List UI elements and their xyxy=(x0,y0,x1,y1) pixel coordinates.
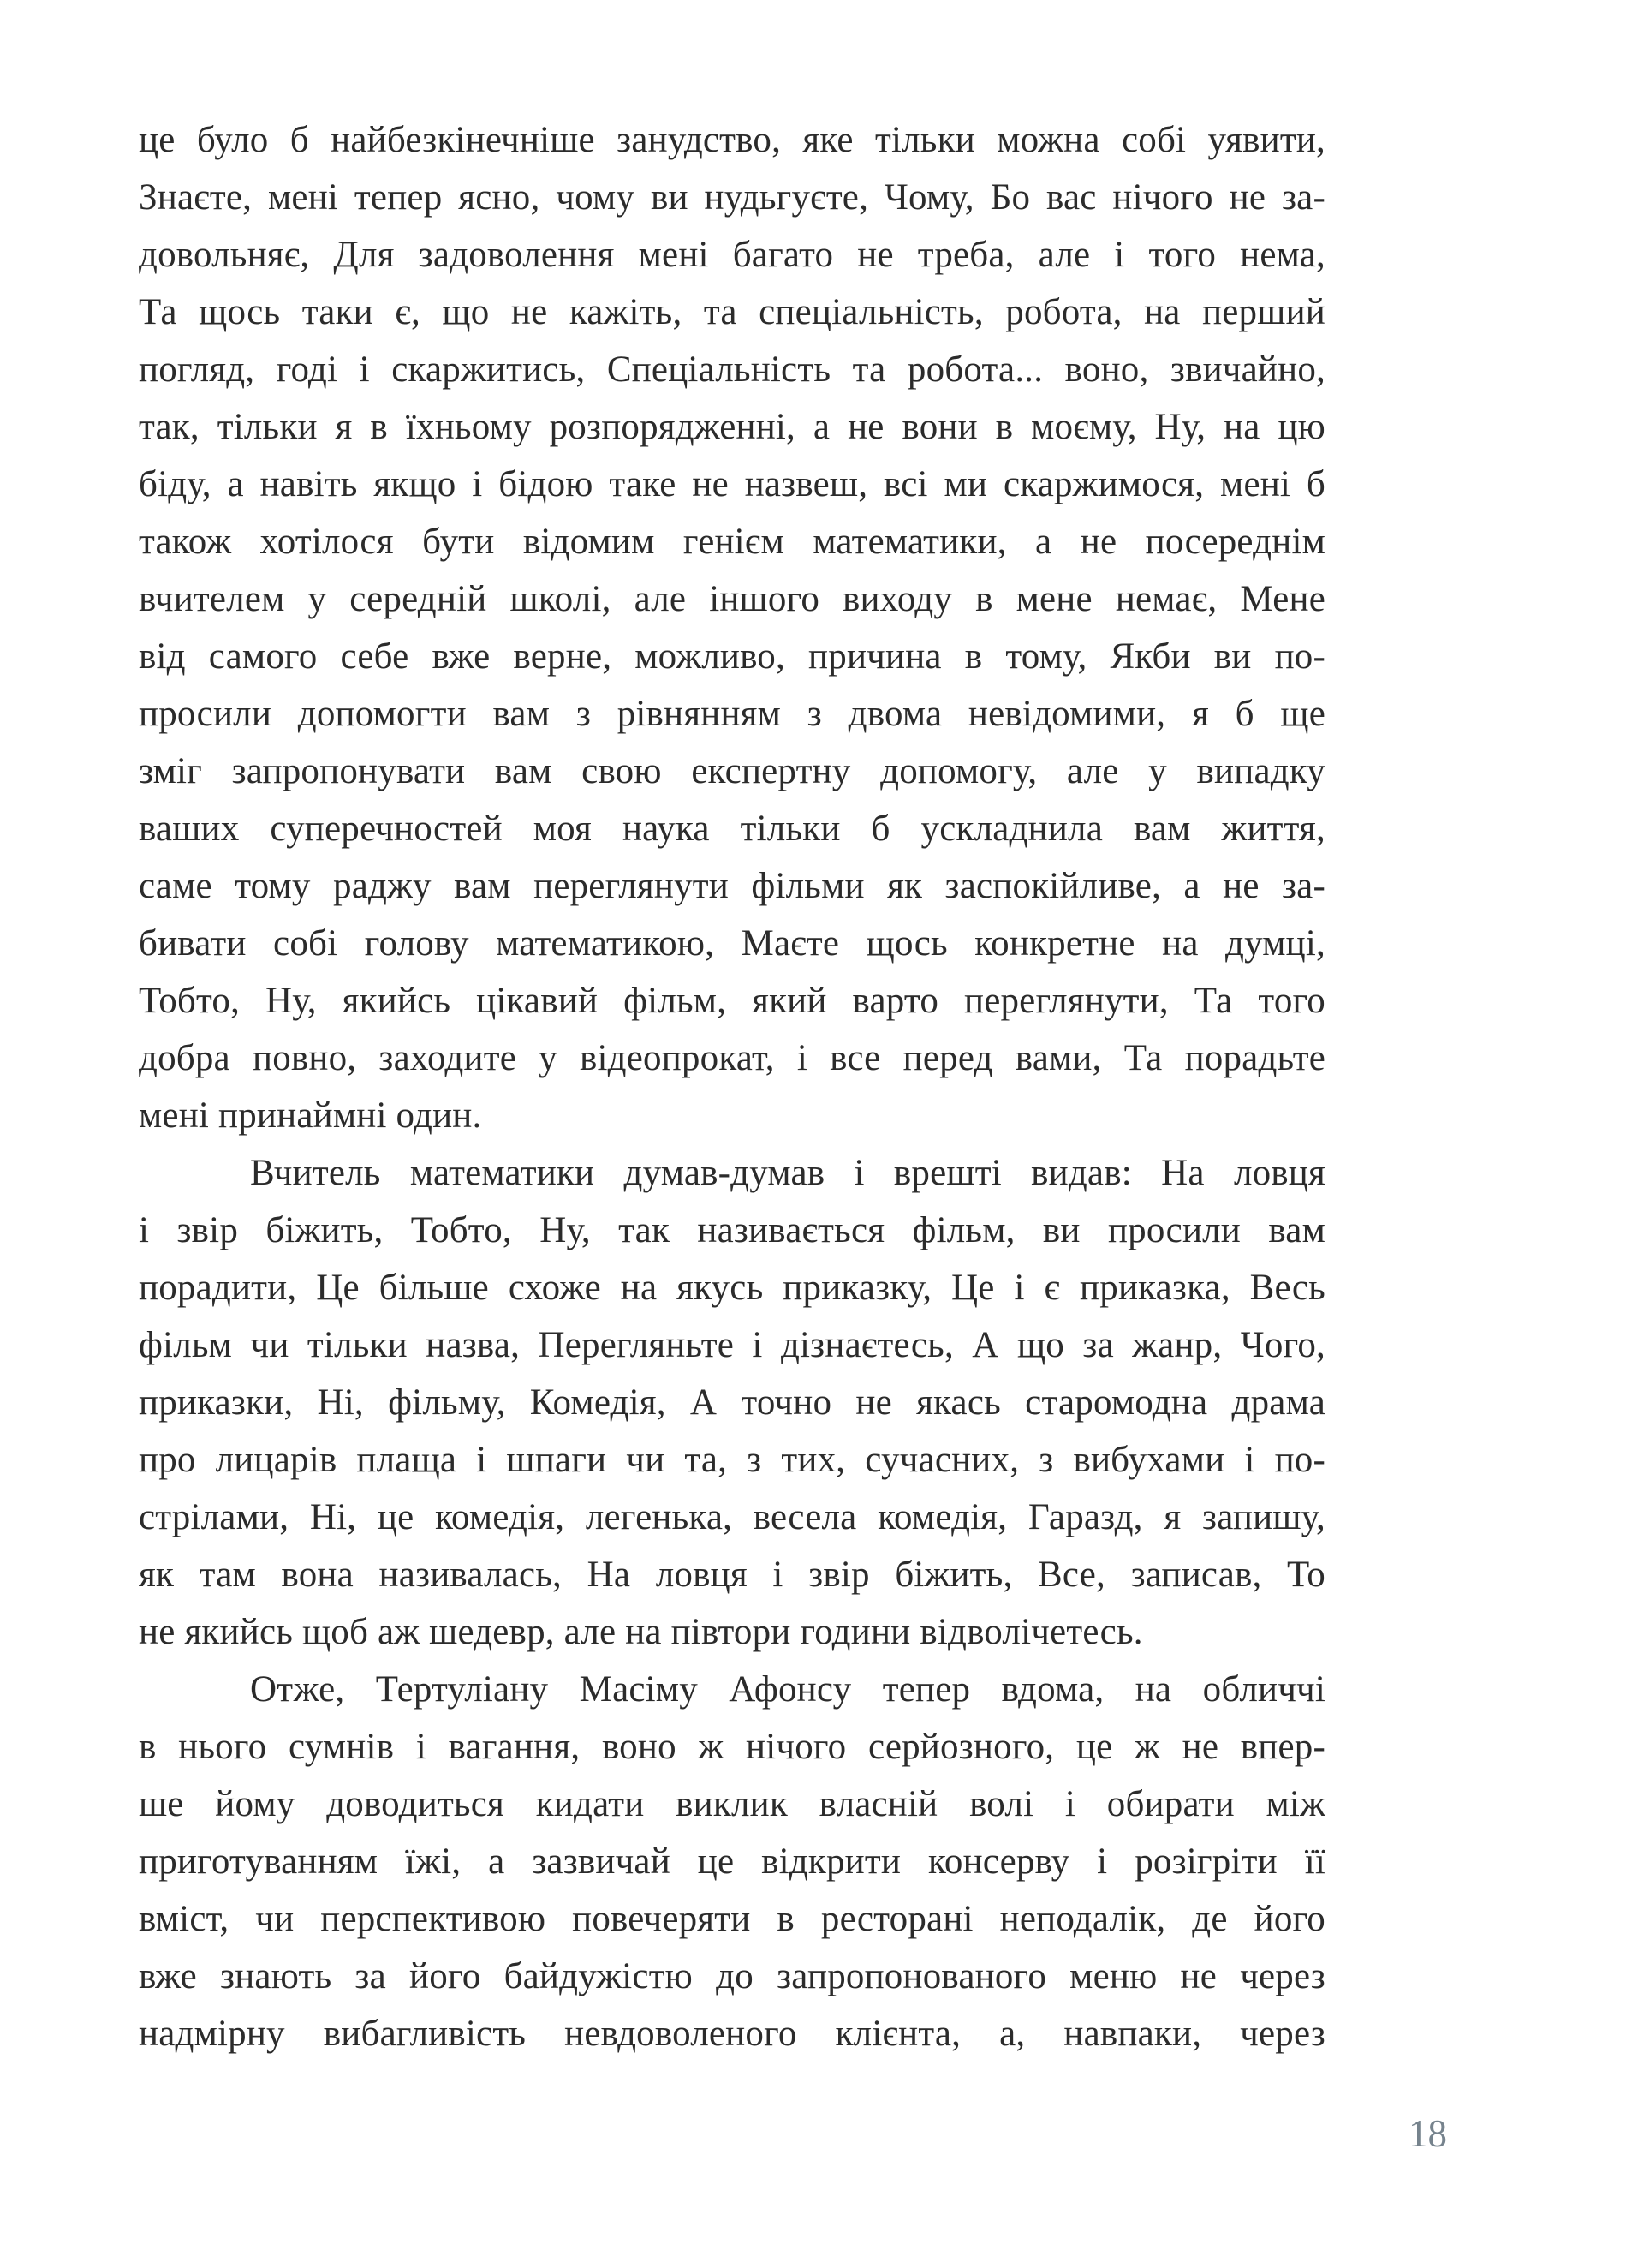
page-text xyxy=(139,111,1325,2062)
text-line: ше йому доводиться кидати виклик власній волі і обирати між xyxy=(139,1784,1325,1824)
text-line: вчителем у середній школі, але іншого виходу в мене немає, Мене xyxy=(139,579,1325,619)
text-line: біду, а навіть якщо і бідою таке не назвеш, всі ми скаржимося, мені б xyxy=(139,464,1325,504)
text-line: приказки, Ні, фільму, Комедія, А точно не якась старомодна драма xyxy=(139,1382,1325,1423)
text-line: стрілами, Ні, це комедія, легенька, весела комедія, Гаразд, я запишу, xyxy=(139,1497,1325,1537)
text-line: погляд, годі і скаржитись, Спеціальність та робота... воно, звичайно, xyxy=(139,349,1325,390)
text-line: про лицарів плаща і шпаги чи та, з тих, сучасних, з вибухами і по- xyxy=(139,1440,1325,1480)
page-number: 18 xyxy=(1409,2112,1447,2155)
text-line: також хотілося бути відомим генієм математики, а не посереднім xyxy=(139,522,1325,562)
text-line: надмірну вибагливість невдоволеного клієнта, а, навпаки, через xyxy=(139,2014,1325,2054)
text-line: і звір біжить, Тобто, Ну, так називається фільм, ви просили вам xyxy=(139,1210,1325,1250)
text-line: не якийсь щоб аж шедевр, але на півтори години відволічетесь. xyxy=(139,1612,1143,1652)
text-line: як там вона називалась, На ловця і звір біжить, Все, записав, То xyxy=(139,1555,1325,1595)
text-line: ваших суперечностей моя наука тільки б ускладнила вам життя, xyxy=(139,809,1325,849)
text-line: приготуванням їжі, а зазвичай це відкрити консерву і розігріти її xyxy=(139,1841,1325,1882)
text-line: в нього сумнів і вагання, воно ж нічого серйозного, це ж не впер- xyxy=(139,1727,1325,1767)
text-line: довольняє, Для задоволення мені багато не треба, але і того нема, xyxy=(139,235,1325,275)
text-line: просили допомогти вам з рівнянням з двома невідомими, я б ще xyxy=(139,694,1325,734)
text-line: Та щось таки є, що не кажіть, та спеціальність, робота, на перший xyxy=(139,292,1325,332)
text-line: це було б найбезкінечніше занудство, яке тільки можна собі уявити, xyxy=(139,120,1325,160)
text-line: саме тому раджу вам переглянути фільми як заспокійливе, а не за- xyxy=(139,866,1325,906)
text-line: бивати собі голову математикою, Маєте щось конкретне на думці, xyxy=(139,923,1325,964)
text-line: мені принаймні один. xyxy=(139,1095,482,1136)
text-line: добра повно, заходите у відеопрокат, і все перед вами, Та порадьте xyxy=(139,1038,1325,1078)
text-line: від самого себе вже верне, можливо, причина в тому, Якби ви по- xyxy=(139,636,1325,677)
text-line: Знаєте, мені тепер ясно, чому ви нудьгуєте, Чому, Бо вас нічого не за- xyxy=(139,177,1325,218)
text-line: Вчитель математики думав-думав і врешті видав: На ловця xyxy=(250,1153,1325,1193)
text-line: вміст, чи перспективою повечеряти в ресторані неподалік, де його xyxy=(139,1899,1325,1939)
text-line: порадити, Це більше схоже на якусь приказку, Це і є приказка, Весь xyxy=(139,1268,1325,1308)
text-line: так, тільки я в їхньому розпорядженні, а не вони в моєму, Ну, на цю xyxy=(139,407,1325,447)
text-line: зміг запропонувати вам свою експертну допомогу, але у випадку xyxy=(139,751,1325,791)
text-line: фільм чи тільки назва, Перегляньте і дізнаєтесь, А що за жанр, Чого, xyxy=(139,1325,1325,1365)
text-line: вже знають за його байдужістю до запропонованого меню не через xyxy=(139,1956,1325,1996)
text-line: Отже, Тертуліану Масіму Афонсу тепер вдома, на обличчі xyxy=(250,1669,1325,1710)
text-line: Тобто, Ну, якийсь цікавий фільм, який варто переглянути, Та того xyxy=(139,981,1325,1021)
